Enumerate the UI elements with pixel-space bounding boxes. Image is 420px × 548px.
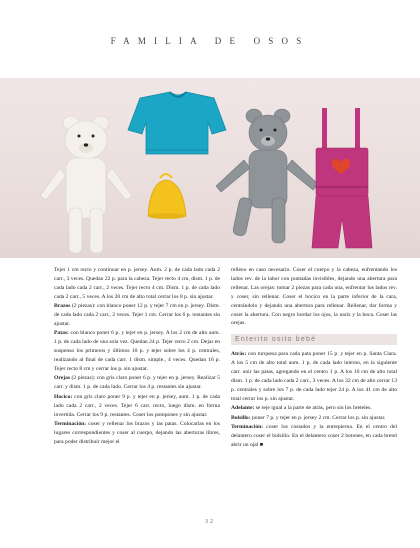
page-header-title: FAMILIA DE OSOS [110, 36, 310, 46]
body-text: relleno en caso necesario. Coser el cuerpo y la cabeza, enfrentando los lados rev. de la labor con puntadas invisibles, dejando una abertura para rellenar. Las orejas: tomar 2 piezas para cada una, enfrentar los lados rev. y coser, sin rellenar. Coser el hocico en la parte inferior de la cara, centrándolo y dejando una abertura para rellenar. Rellenar, dar forma y coser la abertura. Con negro bordar los ojos, la nariz y la boca. Coser las orejas. [231, 267, 397, 327]
section-label: Brazos [54, 303, 71, 310]
text-column-right [231, 266, 397, 450]
pattern-paragraph [231, 266, 397, 328]
pattern-paragraph-orejas [54, 374, 220, 392]
photo-illustration [0, 78, 420, 258]
gray-bear-toy [216, 109, 318, 243]
pattern-paragraph-brazos [54, 302, 220, 329]
pattern-paragraph-atras [231, 350, 397, 403]
section-heading-bar [231, 334, 397, 345]
section-heading: Enterito osito bebé [235, 336, 317, 344]
body-text: (2 piezas): con blanco poner 12 p. y tejer 7 cm en p. jersey. Dism. de cada lado cada 2 carr., 2 veces. Tejer 1 cm. Cerrar los 6 p. restantes sin ajustar. [54, 303, 220, 327]
body-text: poner 7 p. y tejer en p. jersey 2 cm. Cerrar los p. sin ajustar. [250, 414, 386, 421]
section-label: Atrás: [231, 351, 247, 358]
section-label: Terminación: [54, 420, 87, 427]
body-text: se teje igual a la parte de atrás, pero sin los breteles. [254, 405, 372, 412]
text-column-left [54, 266, 220, 447]
body-text: Tejer 1 cm recto y continuar en p. jersey. Aum. 2 p. de cada lado cada 2 carr., 3 veces. Quedan 22 p. para la cabeza. Tejer recto 4 cm, dism. 1 p. de cada lado cada 2 carr., 2 veces. Tejer recto 4 cm. Dism. 1 p. de cada lado cada 2 carr., 5 veces. A los 20 cm de alto total cerrar los 8 p. sin ajustar. [54, 267, 220, 300]
section-label: Bolsillo: [231, 414, 251, 421]
body-text: (2 piezas): con gris claro poner 6 p. y tejer en p. jersey. Realizar 5 carr. y dism. 1 p. de cada lado. Cerrar los 4 p. restantes sin ajustar. [54, 375, 220, 391]
pattern-paragraph-patas [54, 329, 220, 374]
body-text: con turquesa para cada pata poner 15 p. y tejer en p. Santa Clara. A los 5 cm de alto total aum. 1 p. de cada lado interno, en la siguiente carr. unir las patas, agregando en el centro 1 p. A los 10 cm de alto total dism. 1 p. de cada lado cada 2 carr., 3 veces. A los 32 cm de alto cerrar 13 p. centrales y sobre los 7 p. de cada lado tejer 24 p. A los 41 cm de alto total cerrar los p. sin ajustar. [231, 351, 397, 402]
product-photo [0, 78, 420, 258]
body-text: con blanco poner 6 p. y tejer en p. jersey. A los 2 cm de alto aum. 1 p. de cada lado de una sola vez. Quedan 24 p. Tejer recto 2 cm. Dejar en suspenso los primeros y últimos 10 p. y tejer sobre los 4 p. centrales, realizando al final de cada carr. 1 dism. simple., 4 veces. Quedan 16 p. Tejer recto 8 cm y cerrar los p. sin ajustar. [54, 330, 220, 372]
page-number: 32 [205, 519, 215, 525]
pattern-paragraph [54, 266, 220, 302]
pattern-paragraph-adelante [231, 404, 397, 413]
section-label: Orejas [54, 375, 71, 382]
section-label: Adelante: [231, 405, 255, 412]
section-label: Patas: [54, 330, 69, 337]
pattern-paragraph-bolsillo [231, 414, 397, 423]
blue-sweater [128, 92, 226, 154]
pattern-paragraph-hocico [54, 393, 220, 420]
pattern-paragraph-terminacion [231, 423, 397, 450]
pattern-paragraph-terminacion [54, 420, 220, 447]
section-label: Hocico: [54, 393, 73, 400]
yellow-hat [148, 174, 186, 219]
white-bear-toy [40, 116, 132, 253]
body-text: coser los costados y la entrepierna. En el centro del delantero coser el bolsillo. En el delantero coser 2 botones, en cada bretel abrir un ojal ■ [231, 424, 397, 448]
body-text: con gris claro poner 9 p. y tejer en p. jersey, aum. 1 p. de cada lado cada 2 carr., 2 veces. Tejer 6 carr. recto, luego dism. en forma invertida. Cerrar los 9 p. restantes. Coser los pompones y sin ajustar. [54, 393, 220, 418]
section-label: Terminación: [231, 424, 264, 431]
body-text: coser y rellenar los brazos y las patas. Colocarlas en los lugares correspondientes y coser al cuerpo, dejando las aberturas libres, para poder distribuir mejor el [54, 420, 220, 445]
pink-overalls [312, 108, 372, 248]
